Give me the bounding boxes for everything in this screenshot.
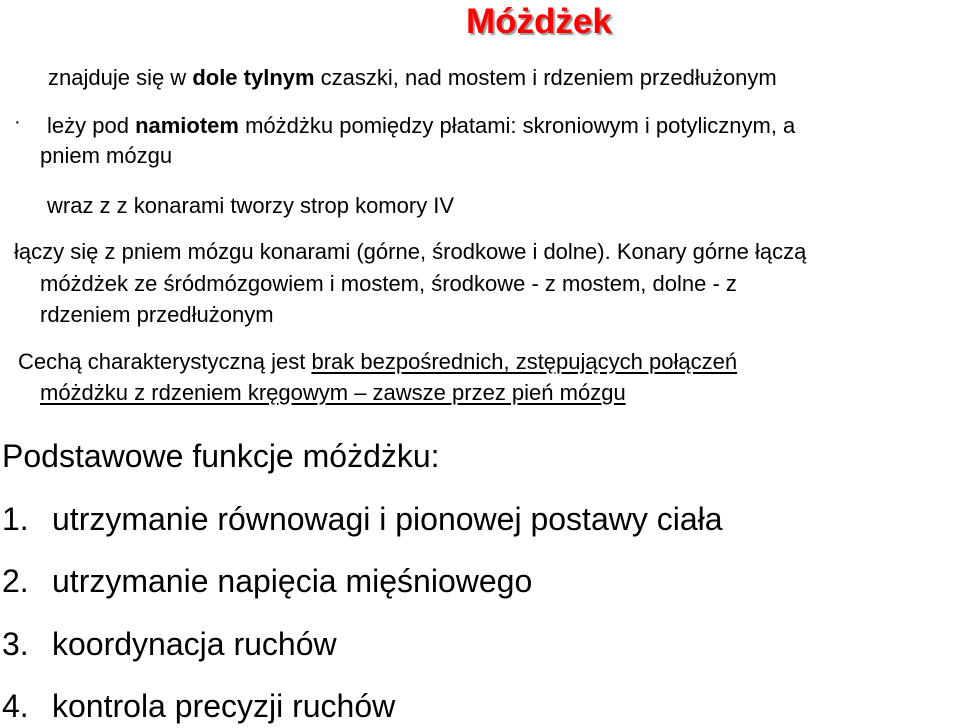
function-item-text: utrzymanie równowagi i pionowej postawy ciała: [52, 501, 723, 537]
paragraph-ventricle: wraz z z konarami tworzy strop komory IV: [47, 193, 455, 218]
paragraph-tentorium-pre: leży pod: [47, 113, 136, 138]
paragraph-peduncles-line3: rdzeniem przedłużonym: [40, 302, 274, 327]
slide-title: Móżdżek: [466, 2, 612, 41]
paragraph-tentorium-line2: pniem mózgu: [40, 143, 173, 168]
function-item-number: 2.: [2, 563, 29, 599]
paragraph-peduncles-line2: móżdżek ze śródmózgowiem i mostem, środkowe - z mostem, dolne - z: [40, 271, 737, 296]
paragraph-tentorium-post: móżdżku pomiędzy płatami: skroniowym i potylicznym, a: [238, 113, 796, 138]
function-item: [2, 561, 532, 601]
function-item-number: 1.: [2, 501, 29, 537]
function-item-text: kontrola precyzji ruchów: [52, 688, 396, 724]
paragraph-feature-line1: [18, 346, 737, 377]
paragraph-feature-underline1: brak bezpośrednich, zstępujących połączeń: [311, 349, 738, 374]
bullet-dot: ·: [14, 111, 21, 133]
paragraph-peduncles-line1: łączy się z pniem mózgu konarami (górne, środkowe i dolne). Konary górne łączą: [14, 239, 807, 264]
paragraph-location-pre: znajduje się w: [48, 65, 193, 90]
paragraph-tentorium-line1: [47, 110, 795, 141]
paragraph-location-post: czaszki, nad mostem i rdzeniem przedłużonym: [314, 65, 777, 90]
paragraph-location: [48, 62, 777, 93]
paragraph-feature-pre: Cechą charakterystyczną jest: [18, 349, 312, 374]
function-item-text: koordynacja ruchów: [52, 626, 337, 662]
paragraph-tentorium-bold: namiotem: [135, 113, 239, 138]
function-item: [2, 499, 723, 539]
function-item-number: 3.: [2, 626, 29, 662]
function-item: [2, 686, 395, 726]
functions-heading: Podstawowe funkcje móżdżku:: [2, 438, 440, 474]
paragraph-feature-line2: móżdżku z rdzeniem kręgowym – zawsze przez pień mózgu: [40, 380, 626, 405]
function-item-number: 4.: [2, 688, 29, 724]
function-item-text: utrzymanie napięcia mięśniowego: [52, 563, 533, 599]
function-item: [2, 624, 337, 664]
paragraph-location-bold: dole tylnym: [192, 65, 315, 90]
